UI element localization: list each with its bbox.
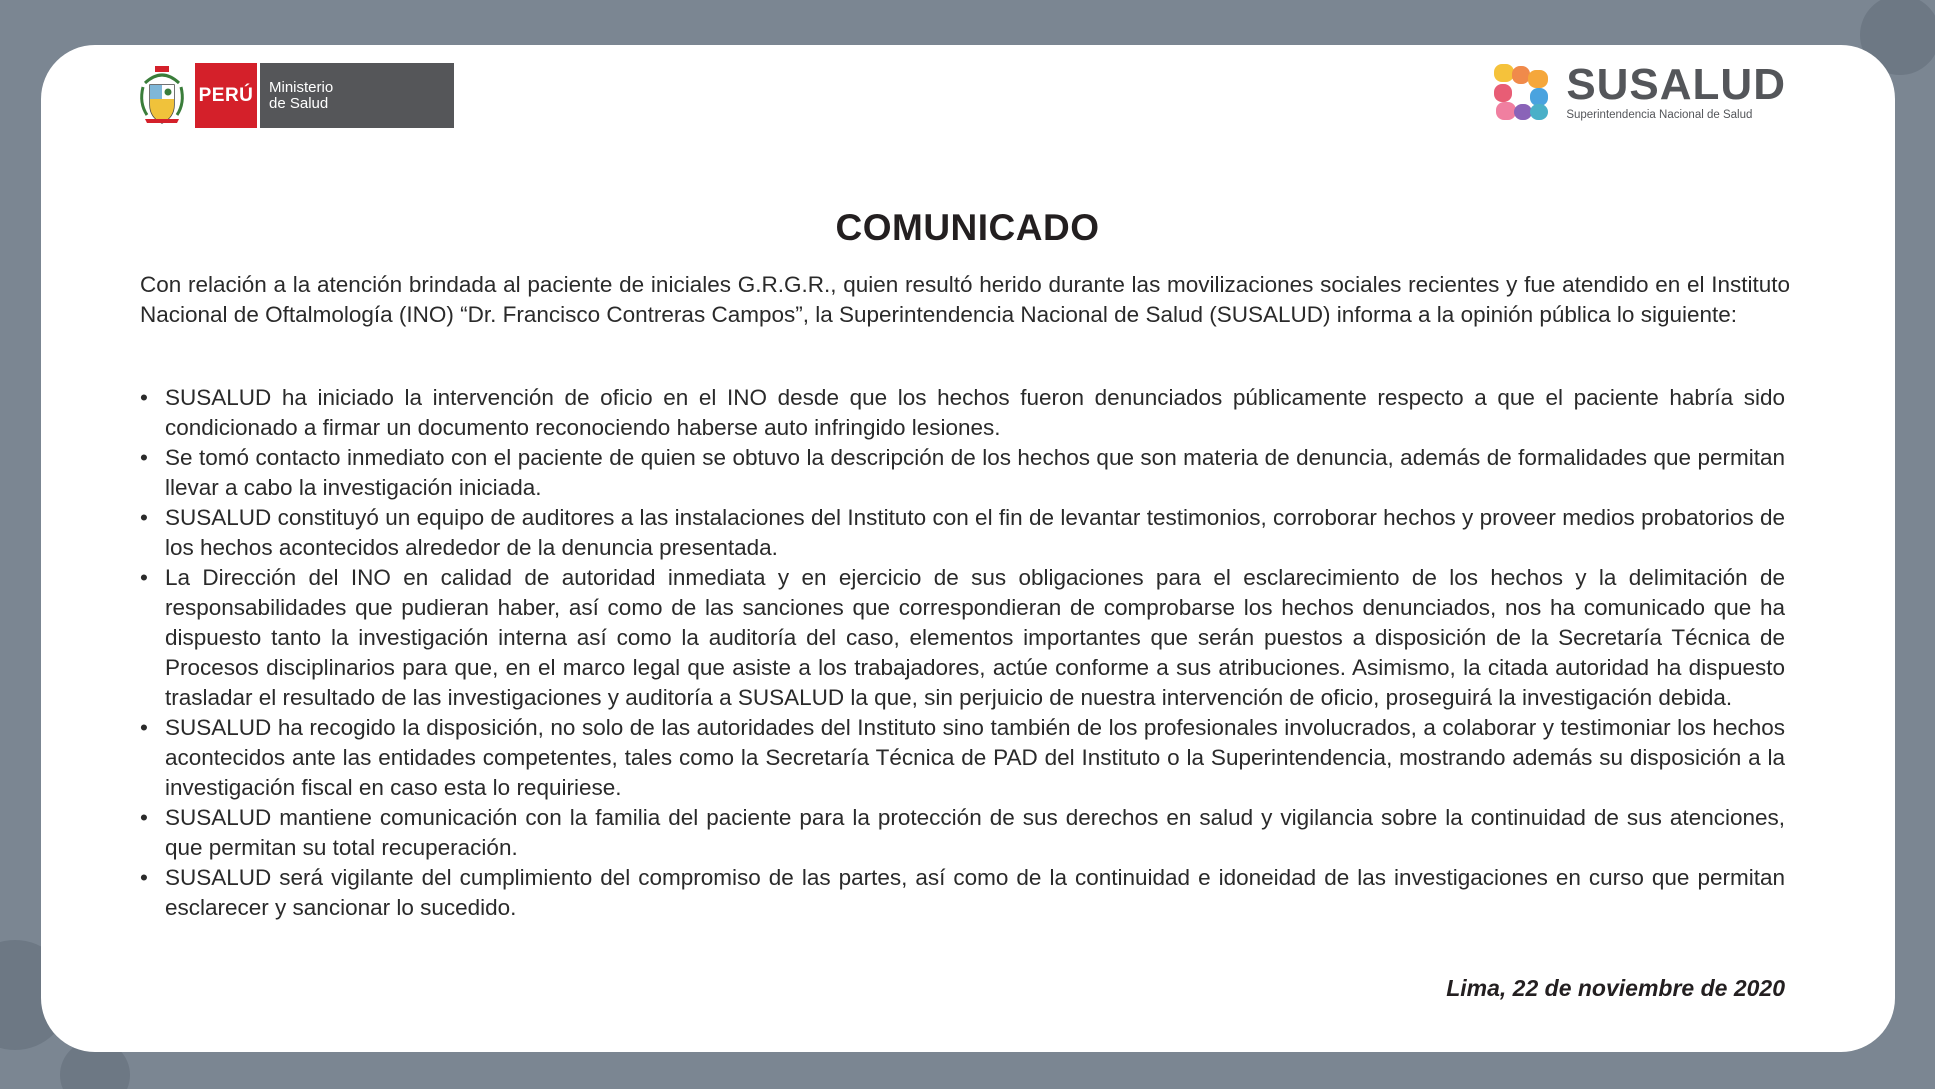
susalud-subtitle: Superintendencia Nacional de Salud <box>1566 109 1753 121</box>
list-item-text: SUSALUD mantiene comunicación con la familia del paciente para la protección de sus derechos en salud y vigilancia sobre la continuidad de sus atenciones, que permitan su total recuperación. <box>165 805 1785 860</box>
document-date: Lima, 22 de noviembre de 2020 <box>1446 975 1785 1001</box>
bullet-marker: • <box>140 445 148 470</box>
susalud-text <box>1566 60 1786 121</box>
list-item-text: La Dirección del INO en calidad de autoridad inmediata y en ejercicio de sus obligaciones para el esclarecimiento de los hechos y la delimitación de responsabilidades que pudieran haber, así como de las sanciones que correspondieran de comprobarse los hechos denunciados, nos ha comunicado que ha dispuesto tanto la investigación interna así como la auditoría del caso, elementos importantes que serán puestos a disposición de la Secretaría Técnica de Procesos disciplinarios para que, en el marco legal que asiste a los trabajadores, actúe conforme a sus atribuciones. Asimismo, la citada autoridad ha dispuesto trasladar el resultado de las investigaciones y auditoría a SUSALUD la que, sin perjuicio de nuestra intervención de oficio, proseguirá la investigación debida. <box>165 565 1785 710</box>
list-item <box>140 443 1785 503</box>
ministry-line-1: Ministerio <box>269 78 334 96</box>
list-item <box>140 713 1785 803</box>
bullet-marker: • <box>140 385 148 410</box>
list-item <box>140 503 1785 563</box>
list-item <box>140 383 1785 443</box>
peru-coat-of-arms-icon <box>137 63 187 128</box>
document-title: COMUNICADO <box>835 207 1100 248</box>
list-item-text: Se tomó contacto inmediato con el paciente de quien se obtuvo la descripción de los hechos que son materia de denuncia, además de formalidades que permitan llevar a cabo la investigación iniciada. <box>165 445 1785 500</box>
bullet-marker: • <box>140 805 148 830</box>
susalud-logo <box>1492 62 1786 122</box>
intro-paragraph: Con relación a la atención brindada al paciente de iniciales G.R.G.R., quien resultó herido durante las movilizaciones sociales recientes y fue atendido en el Instituto Nacional de Oftalmología (INO) “Dr. Francisco Contreras Campos”, la Superintendencia Nacional de Salud (SUSALUD) informa a la opinión pública lo siguiente: <box>140 272 1790 327</box>
susalud-mark-icon <box>1492 62 1550 122</box>
list-item-text: SUSALUD ha iniciado la intervención de oficio en el INO desde que los hechos fueron denunciados públicamente respecto a que el paciente habría sido condicionado a firmar un documento reconociendo haberse auto infringido lesiones. <box>165 385 1785 440</box>
list-item <box>140 563 1785 713</box>
list-item <box>140 803 1785 863</box>
bullet-marker: • <box>140 865 148 890</box>
bullet-marker: • <box>140 565 148 590</box>
minsa-logo <box>137 63 454 128</box>
list-item <box>140 863 1785 923</box>
list-item-text: SUSALUD será vigilante del cumplimiento del compromiso de las partes, así como de la continuidad e idoneidad de las investigaciones en curso que permitan esclarecer y sancionar lo sucedido. <box>165 865 1785 920</box>
bullet-marker: • <box>140 505 148 530</box>
list-item-text: SUSALUD constituyó un equipo de auditores a las instalaciones del Instituto con el fin de levantar testimonios, corroborar hechos y proveer medios probatorios de los hechos acontecidos alrededor de la denuncia presentada. <box>165 505 1785 560</box>
list-item-text: SUSALUD ha recogido la disposición, no solo de las autoridades del Instituto sino también de los profesionales involucrados, a colaborar y testimoniar los hechos acontecidos ante las entidades competentes, tales como la Secretaría Técnica de PAD del Instituto o la Superintendencia, mostrando además su disposición a la investigación fiscal en caso esta lo requiriese. <box>165 715 1785 800</box>
susalud-name: SUSALUD <box>1566 60 1786 109</box>
bullet-list <box>140 383 1785 923</box>
ministry-name <box>260 63 454 128</box>
peru-label: PERÚ <box>195 63 257 128</box>
bullet-marker: • <box>140 715 148 740</box>
ministry-line-2: de Salud <box>269 94 329 112</box>
